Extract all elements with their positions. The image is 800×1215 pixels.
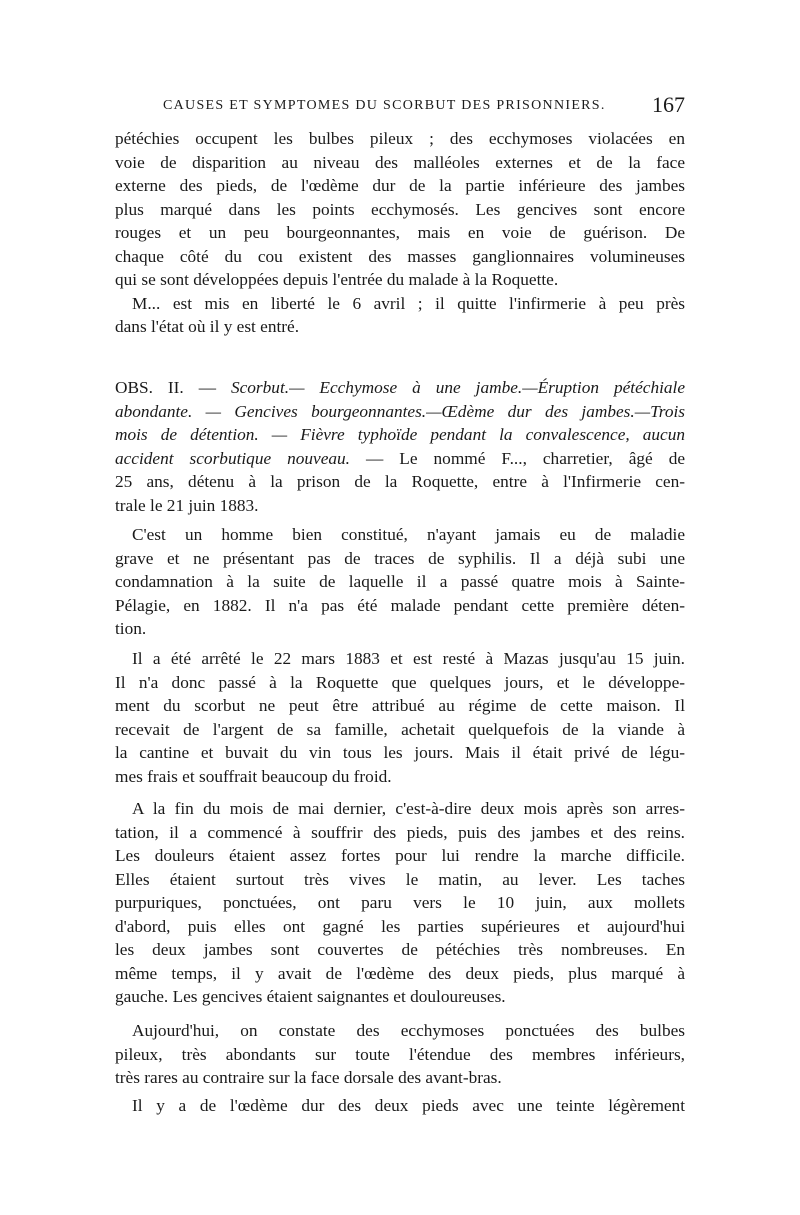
text-line: très rares au contraire sur la face dorsale des avant-bras. xyxy=(115,1068,502,1087)
text-line: Il n'a donc passé à la Roquette que quelques jours, et le développe- xyxy=(115,672,685,692)
text-line xyxy=(115,447,685,471)
text-line: même temps, il y avait de l'œdème des deux pieds, plus marqué à xyxy=(115,963,685,983)
observation-heading xyxy=(115,376,685,517)
text-line: externe des pieds, de l'œdème dur de la partie inférieure des jambes xyxy=(115,176,685,195)
text-line: qui se sont développées depuis l'entrée du malade à la Roquette. xyxy=(115,270,559,289)
page-number: 167 xyxy=(652,92,685,117)
text-line: Pélagie, en 1882. Il n'a pas été malade pendant cette première déten- xyxy=(115,595,685,615)
text-line: A la fin du mois de mai dernier, c'est-à-dire deux mois après son arres- xyxy=(132,799,685,818)
text-line: tation, il a commencé à souffrir des pieds, puis des jambes et des reins. xyxy=(115,822,685,842)
text-line: abondante. — Gencives bourgeonnantes.—Œdème dur des jambes.—Trois xyxy=(115,401,685,421)
text-line: dans l'état où il y est entré. xyxy=(115,317,300,336)
text-line: Il y a de l'œdème dur des deux pieds avec une teinte légèrement xyxy=(132,1096,685,1115)
text-line: voie de disparition au niveau des malléoles externes et de la face xyxy=(115,152,685,172)
text-line: pileux, très abondants sur toute l'étendue des membres inférieurs, xyxy=(115,1044,685,1064)
paragraph xyxy=(115,1094,685,1118)
text-line: gauche. Les gencives étaient saignantes et douloureuses. xyxy=(115,987,506,1006)
text-line: mois de détention. — Fièvre typhoïde pendant la convalescence, aucun xyxy=(115,425,685,444)
text-line: Il a été arrêté le 22 mars 1883 et est resté à Mazas jusqu'au 15 juin. xyxy=(132,649,685,668)
text-line: M... est mis en liberté le 6 avril ; il quitte l'infirmerie à peu près xyxy=(132,293,685,313)
text-line: d'abord, puis elles ont gagné les parties supérieures et aujourd'hui xyxy=(115,916,685,936)
text-line xyxy=(115,376,685,400)
text-line: C'est un homme bien constitué, n'ayant jamais eu de maladie xyxy=(132,525,685,544)
text-line: ment du scorbut ne peut être attribué au régime de cette maison. Il xyxy=(115,696,685,715)
paragraph-case-end xyxy=(115,127,685,339)
running-title: CAUSES ET SYMPTOMES DU SCORBUT DES PRISONNIERS. xyxy=(163,98,606,113)
observation-label: OBS. II. — xyxy=(115,378,231,397)
italic-text: accident scorbutique nouveau. xyxy=(115,448,351,468)
text-line: rouges et un peu bourgeonnantes, mais en voie de guérison. De xyxy=(115,223,685,242)
text-line: 25 ans, détenu à la prison de la Roquette, entre à l'Infirmerie cen- xyxy=(115,472,685,491)
text-line: Aujourd'hui, on constate des ecchymoses ponctuées des bulbes xyxy=(132,1021,685,1040)
page-header xyxy=(115,92,685,122)
text-line: purpuriques, ponctuées, ont paru vers le 10 juin, aux mollets xyxy=(115,893,685,912)
text-line: chaque côté du cou existent des masses ganglionnaires volumineuses xyxy=(115,246,685,266)
text-line: Elles étaient surtout très vives le matin, au lever. Les taches xyxy=(115,869,685,889)
text-line: Les douleurs étaient assez fortes pour lui rendre la marche difficile. xyxy=(115,846,685,865)
text-line: condamnation à la suite de laquelle il a passé quatre mois à Sainte- xyxy=(115,572,685,591)
italic-text: Scorbut.— Ecchymose à une jambe.—Éruption pétéchiale xyxy=(230,378,685,397)
text-line: pétéchies occupent les bulbes pileux ; des ecchymoses violacées en xyxy=(115,129,685,148)
plain-text: — Le nommé F..., charretier, âgé de xyxy=(350,448,686,468)
text-line: plus marqué dans les points ecchymosés. Les gencives sont encore xyxy=(115,199,685,219)
text-line: trale le 21 juin 1883. xyxy=(115,495,259,515)
paragraph xyxy=(115,797,685,1009)
text-line: grave et ne présentant pas de traces de syphilis. Il a déjà subi une xyxy=(115,548,685,568)
paragraph xyxy=(115,523,685,641)
text-line: tion. xyxy=(115,619,147,638)
text-line: recevait de l'argent de sa famille, achetait quelquefois de la viande à xyxy=(115,719,685,739)
paragraph xyxy=(115,1019,685,1090)
text-line: les deux jambes sont couvertes de pétéchies très nombreuses. En xyxy=(115,940,685,959)
text-line: mes frais et souffrait beaucoup du froid. xyxy=(115,766,392,786)
text-line: la cantine et buvait du vin tous les jours. Mais il était privé de légu- xyxy=(115,743,685,762)
paragraph xyxy=(115,647,685,788)
